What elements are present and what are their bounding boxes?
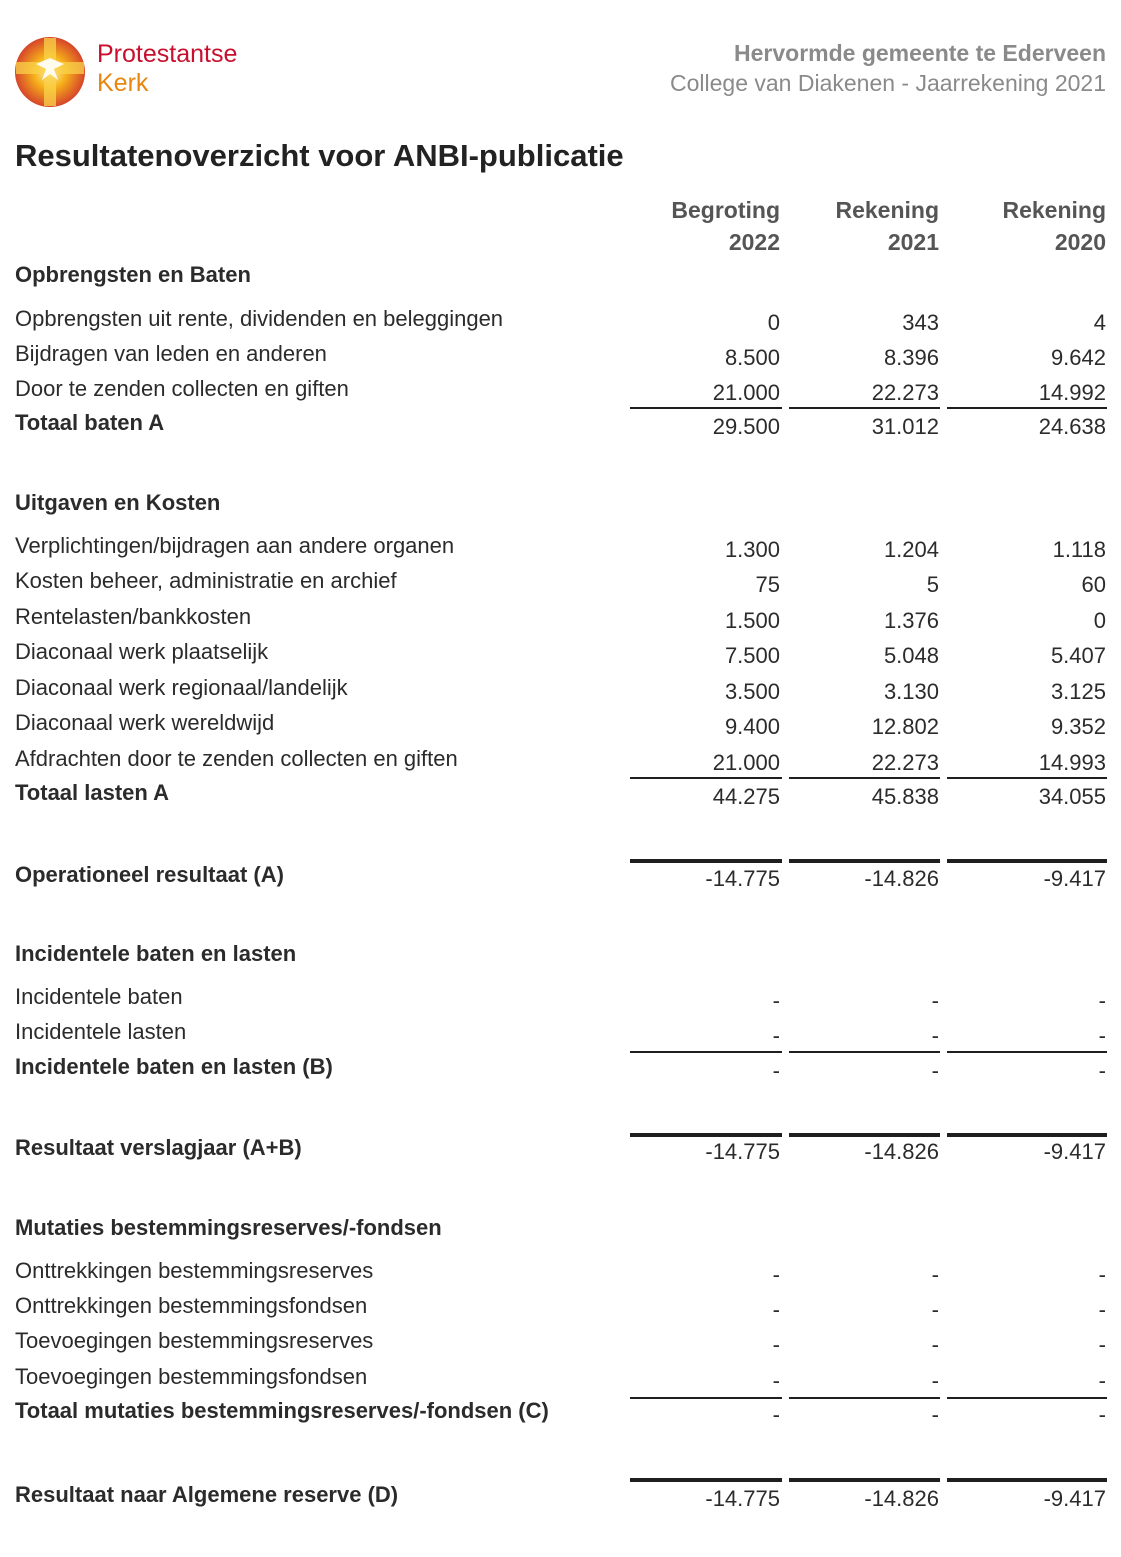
- row-label: Incidentele baten: [15, 984, 183, 1009]
- total-rule: [789, 1133, 940, 1137]
- table-row: [0, 568, 1121, 604]
- value-begroting-2022: 44.275: [712, 784, 780, 809]
- subtotal-rule: [789, 777, 940, 779]
- value-rekening-2020: 1.118: [1052, 537, 1106, 562]
- table-row: [0, 862, 1121, 898]
- value-begroting-2022: 21.000: [712, 380, 780, 405]
- subtotal-rule: [947, 1051, 1107, 1053]
- row-label: Incidentele lasten: [15, 1019, 187, 1044]
- value-rekening-2021: 343: [902, 310, 939, 335]
- subtotal-rule: [789, 407, 940, 409]
- value-begroting-2022: -14.775: [705, 1139, 780, 1164]
- value-rekening-2020: 34.055: [1038, 784, 1106, 809]
- subtotal-rule: [947, 407, 1107, 409]
- value-rekening-2021: -14.826: [864, 866, 939, 891]
- table-row: [0, 780, 1121, 816]
- row-label: Mutaties bestemmingsreserves/-fondsen: [15, 1215, 442, 1240]
- value-rekening-2021: 45.838: [871, 784, 939, 809]
- value-rekening-2020: -: [1098, 1332, 1106, 1357]
- value-begroting-2022: -: [772, 1297, 780, 1322]
- value-begroting-2022: -: [772, 1368, 780, 1393]
- value-begroting-2022: 1.300: [724, 537, 780, 562]
- value-begroting-2022: -: [772, 1023, 780, 1048]
- value-rekening-2020: -: [1098, 1262, 1106, 1287]
- value-rekening-2020: 5.407: [1050, 643, 1106, 668]
- table-row: [0, 941, 1121, 977]
- value-begroting-2022: -: [772, 1058, 780, 1083]
- value-rekening-2020: -: [1098, 1402, 1106, 1427]
- value-rekening-2020: -9.417: [1043, 1486, 1106, 1511]
- row-label: Toevoegingen bestemmingsfondsen: [15, 1364, 368, 1389]
- value-rekening-2021: -14.826: [864, 1486, 939, 1511]
- row-label: Incidentele baten en lasten: [15, 941, 297, 966]
- value-rekening-2021: -: [931, 1402, 939, 1427]
- table-row: [0, 1364, 1121, 1400]
- row-label: Onttrekkingen bestemmingsfondsen: [15, 1293, 368, 1318]
- table-row: [0, 1019, 1121, 1055]
- logo-wordmark: [97, 40, 237, 98]
- value-rekening-2021: -: [931, 988, 939, 1013]
- row-label: Uitgaven en Kosten: [15, 490, 221, 515]
- row-label: Onttrekkingen bestemmingsreserves: [15, 1258, 374, 1283]
- value-rekening-2020: 3.125: [1050, 679, 1106, 704]
- value-rekening-2021: -14.826: [864, 1139, 939, 1164]
- value-rekening-2020: -9.417: [1043, 866, 1106, 891]
- value-rekening-2021: -: [931, 1332, 939, 1357]
- column-header-line2: 2022: [728, 229, 780, 255]
- value-begroting-2022: -: [772, 1402, 780, 1427]
- value-begroting-2022: 29.500: [712, 414, 780, 439]
- table-row: [0, 1135, 1121, 1171]
- value-begroting-2022: -: [772, 1262, 780, 1287]
- total-rule: [789, 1478, 940, 1482]
- table-row: [0, 1054, 1121, 1090]
- row-label: Diaconaal werk wereldwijd: [15, 710, 275, 735]
- value-rekening-2020: -: [1098, 1368, 1106, 1393]
- total-rule: [947, 859, 1107, 863]
- column-header-begroting-2022: [671, 194, 780, 258]
- value-rekening-2021: -: [931, 1297, 939, 1322]
- row-label: Bijdragen van leden en anderen: [15, 341, 327, 366]
- row-label: Toevoegingen bestemmingsreserves: [15, 1328, 374, 1353]
- value-rekening-2021: 5: [926, 572, 939, 597]
- value-begroting-2022: -14.775: [705, 1486, 780, 1511]
- subtotal-rule: [947, 777, 1107, 779]
- table-row: [0, 533, 1121, 569]
- table-row: [0, 984, 1121, 1020]
- value-rekening-2021: 31.012: [871, 414, 939, 439]
- document-subtitle: College van Diakenen - Jaarrekening 2021: [669, 70, 1106, 96]
- row-label: Rentelasten/bankkosten: [15, 604, 252, 629]
- value-rekening-2020: 24.638: [1038, 414, 1106, 439]
- table-row: [0, 341, 1121, 377]
- value-begroting-2022: 3.500: [724, 679, 780, 704]
- column-header-line1: Begroting: [671, 197, 780, 223]
- column-header-rekening-2020: [1002, 194, 1106, 258]
- value-rekening-2021: 3.130: [883, 679, 939, 704]
- value-rekening-2021: 1.376: [883, 608, 939, 633]
- value-rekening-2021: -: [931, 1058, 939, 1083]
- subtotal-rule: [789, 1397, 940, 1399]
- row-label: Resultaat verslagjaar (A+B): [15, 1135, 302, 1160]
- total-rule: [789, 859, 940, 863]
- row-label: Totaal mutaties bestemmingsreserves/-fondsen (C): [15, 1398, 549, 1423]
- value-rekening-2021: -: [931, 1023, 939, 1048]
- value-rekening-2020: -: [1098, 1297, 1106, 1322]
- column-header-line1: Rekening: [1002, 197, 1106, 223]
- value-rekening-2021: 1.204: [883, 537, 939, 562]
- row-label: Resultaat naar Algemene reserve (D): [15, 1482, 399, 1507]
- value-begroting-2022: 75: [755, 572, 780, 597]
- value-rekening-2021: 12.802: [871, 714, 939, 739]
- row-label: Verplichtingen/bijdragen aan andere organen: [15, 533, 455, 558]
- value-rekening-2020: 60: [1081, 572, 1106, 597]
- value-rekening-2020: 0: [1093, 608, 1106, 633]
- value-rekening-2020: -: [1098, 1058, 1106, 1083]
- table-row: [0, 1482, 1121, 1518]
- value-rekening-2021: -: [931, 1368, 939, 1393]
- value-rekening-2021: 22.273: [871, 750, 939, 775]
- value-rekening-2020: 9.352: [1050, 714, 1106, 739]
- value-begroting-2022: 8.500: [724, 345, 780, 370]
- value-rekening-2021: -: [931, 1262, 939, 1287]
- table-row: [0, 1398, 1121, 1434]
- subtotal-rule: [630, 1051, 782, 1053]
- row-label: Afdrachten door te zenden collecten en giften: [15, 746, 458, 771]
- value-rekening-2021: 5.048: [883, 643, 939, 668]
- value-begroting-2022: 21.000: [712, 750, 780, 775]
- row-label: Opbrengsten uit rente, dividenden en beleggingen: [15, 306, 504, 331]
- value-rekening-2020: 9.642: [1050, 345, 1106, 370]
- total-rule: [947, 1133, 1107, 1137]
- value-rekening-2020: -: [1098, 1023, 1106, 1048]
- value-rekening-2020: 14.993: [1038, 750, 1106, 775]
- value-rekening-2020: 14.992: [1038, 380, 1106, 405]
- row-label: Totaal baten A: [15, 410, 165, 435]
- value-begroting-2022: 0: [767, 310, 780, 335]
- value-rekening-2021: 22.273: [871, 380, 939, 405]
- organization-name: Hervormde gemeente te Ederveen: [734, 40, 1106, 66]
- row-label: Totaal lasten A: [15, 780, 170, 805]
- total-rule: [947, 1478, 1107, 1482]
- column-header-line2: 2020: [1054, 229, 1106, 255]
- row-label: Incidentele baten en lasten (B): [15, 1054, 333, 1079]
- value-begroting-2022: 9.400: [724, 714, 780, 739]
- value-begroting-2022: 1.500: [724, 608, 780, 633]
- table-row: [0, 1293, 1121, 1329]
- value-begroting-2022: -14.775: [705, 866, 780, 891]
- table-row: [0, 1215, 1121, 1251]
- column-header-line1: Rekening: [835, 197, 939, 223]
- subtotal-rule: [630, 1397, 782, 1399]
- value-rekening-2020: -: [1098, 988, 1106, 1013]
- total-rule: [630, 859, 782, 863]
- value-rekening-2020: 4: [1093, 310, 1106, 335]
- table-row: [0, 306, 1121, 342]
- protestantse-kerk-logo-icon: [14, 36, 86, 108]
- table-row: [0, 675, 1121, 711]
- value-begroting-2022: -: [772, 988, 780, 1013]
- column-header-line2: 2021: [887, 229, 939, 255]
- value-rekening-2020: -9.417: [1043, 1139, 1106, 1164]
- table-row: [0, 262, 1121, 298]
- logo-line-1: Protestantse: [97, 40, 238, 68]
- table-row: [0, 1328, 1121, 1364]
- value-begroting-2022: 7.500: [724, 643, 780, 668]
- page-title: Resultatenoverzicht voor ANBI-publicatie: [15, 138, 624, 173]
- row-label: Diaconaal werk plaatselijk: [15, 639, 269, 664]
- subtotal-rule: [630, 777, 782, 779]
- column-header-rekening-2021: [835, 194, 939, 258]
- total-rule: [630, 1133, 782, 1137]
- table-row: [0, 1258, 1121, 1294]
- row-label: Opbrengsten en Baten: [15, 262, 251, 287]
- row-label: Diaconaal werk regionaal/landelijk: [15, 675, 348, 700]
- row-label: Door te zenden collecten en giften: [15, 376, 349, 401]
- row-label: Kosten beheer, administratie en archief: [15, 568, 397, 593]
- total-rule: [630, 1478, 782, 1482]
- table-row: [0, 604, 1121, 640]
- table-row: [0, 639, 1121, 675]
- logo-line-2: Kerk: [97, 69, 149, 97]
- subtotal-rule: [947, 1397, 1107, 1399]
- table-row: [0, 490, 1121, 526]
- subtotal-rule: [789, 1051, 940, 1053]
- table-row: [0, 710, 1121, 746]
- row-label: Operationeel resultaat (A): [15, 862, 284, 887]
- value-rekening-2021: 8.396: [883, 345, 939, 370]
- value-begroting-2022: -: [772, 1332, 780, 1357]
- subtotal-rule: [630, 407, 782, 409]
- table-row: [0, 410, 1121, 446]
